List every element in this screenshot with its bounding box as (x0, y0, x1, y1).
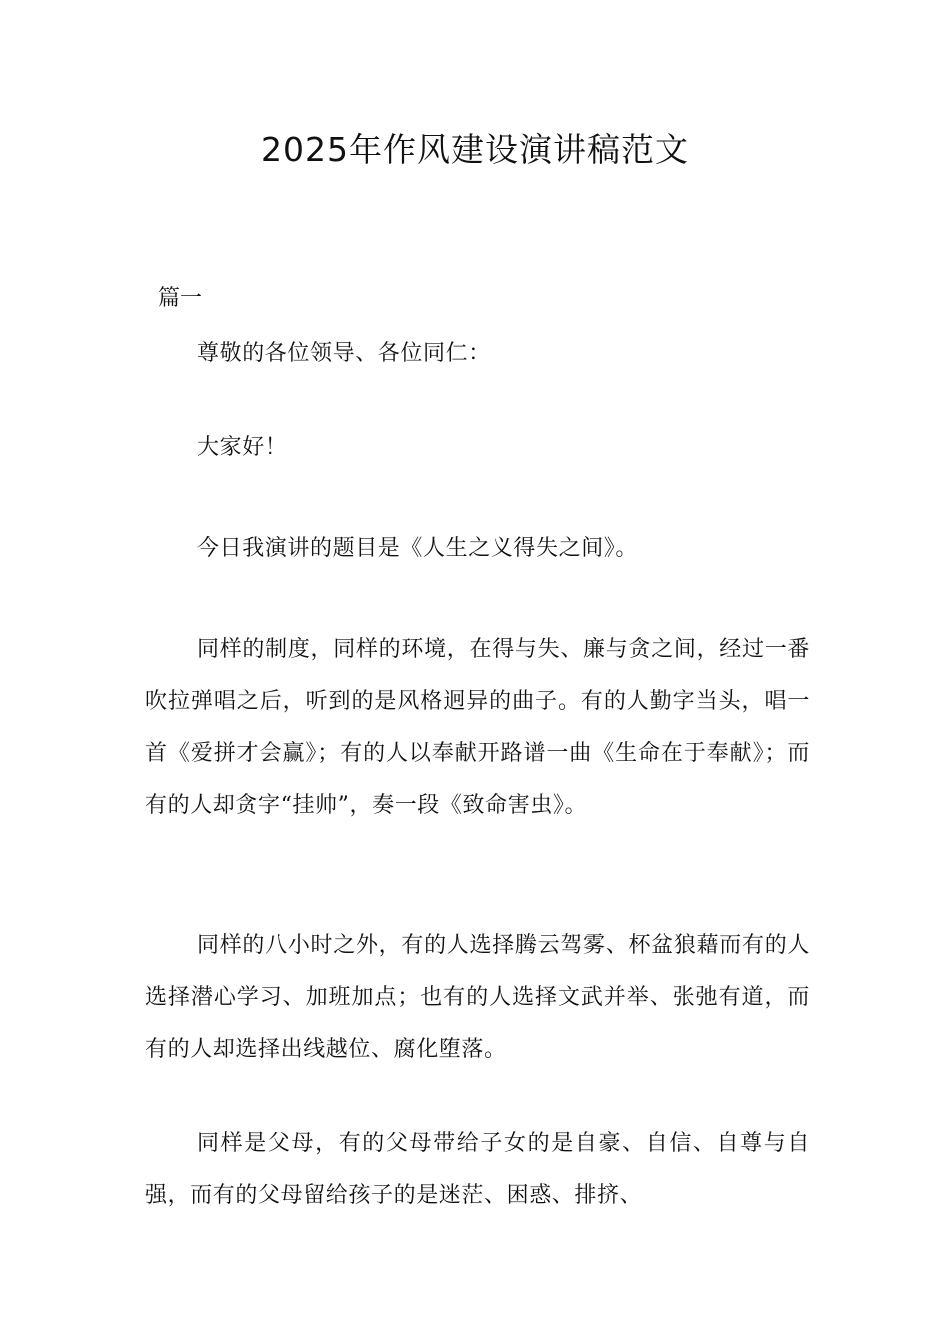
paragraph-body: 同样是父母，有的父母带给子女的是自豪、自信、自尊与自强，而有的父母留给孩子的是迷茫、困惑、排挤、 (145, 1131, 810, 1208)
section-label: 篇一 (158, 286, 203, 311)
paragraph-topic: 今日我演讲的题目是《人生之义得失之间》。 (197, 536, 639, 561)
paragraph-body: 同样的制度，同样的环境，在得与失、廉与贪之间，经过一番吹拉弹唱之后，听到的是风格迥异的曲子。有的人勤字当头，唱一首《爱拼才会赢》；有的人以奉献开路谱一曲《生命在于奉献》；而有的人却贪字“挂帅”，奏一段《致命害虫》。 (145, 637, 810, 818)
paragraph-hello: 大家好！ (197, 435, 288, 460)
document-title: 2025年作风建设演讲稿范文 (261, 130, 689, 169)
paragraph-body: 同样的八小时之外，有的人选择腾云驾雾、杯盆狼藉而有的人选择潜心学习、加班加点；也有的人选择文武并举、张弛有道，而有的人却选择出线越位、腐化堕落。 (145, 933, 810, 1062)
paragraph-greeting: 尊敬的各位领导、各位同仁： (197, 341, 491, 366)
